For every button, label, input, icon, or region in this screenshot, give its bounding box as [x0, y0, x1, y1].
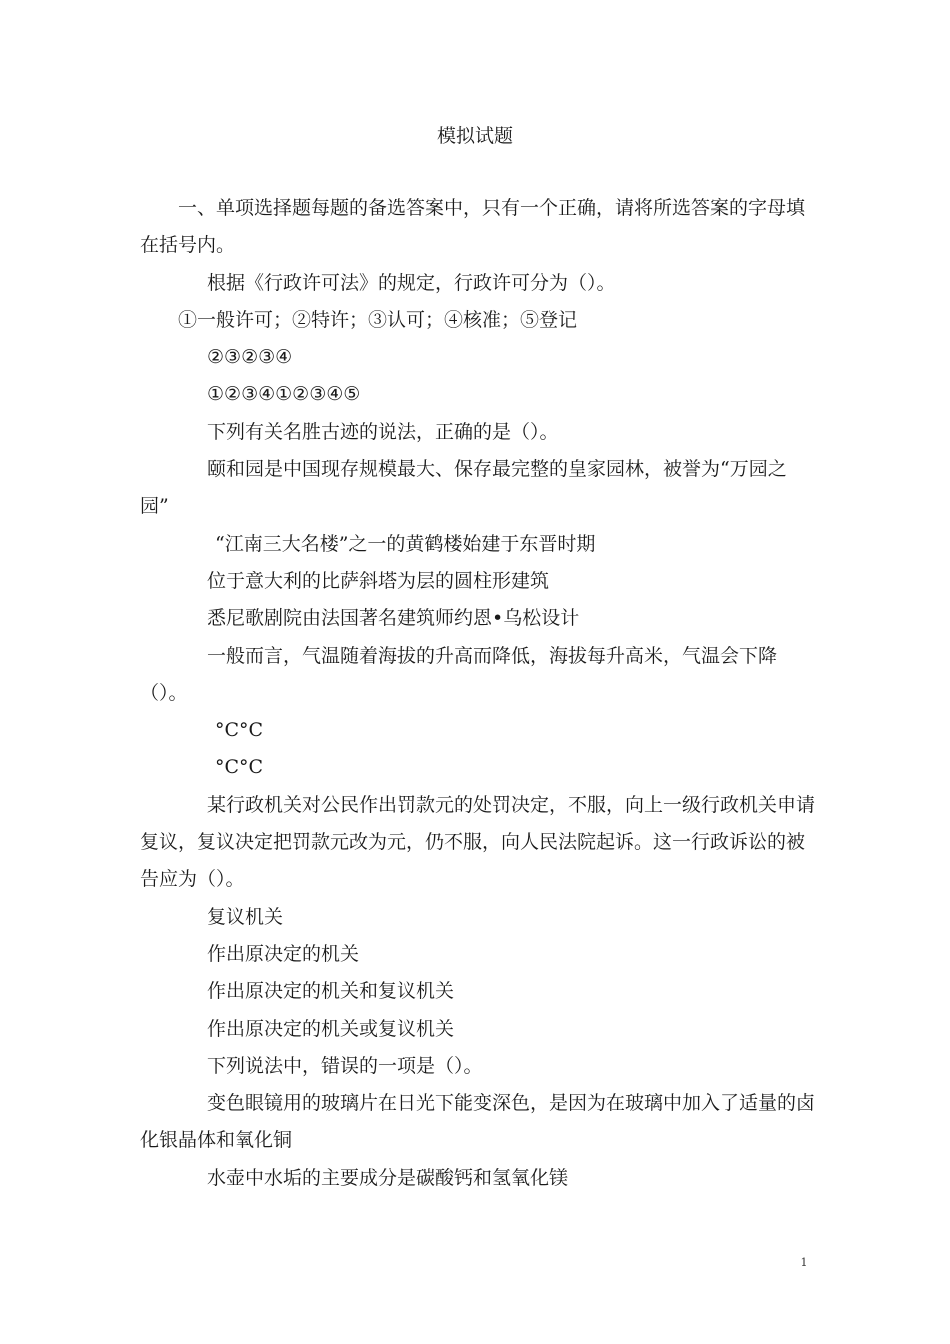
paragraph: °C°C [215, 719, 264, 742]
paragraph: ①②③④①②③④⑤ [207, 383, 361, 406]
page-title: 模拟试题 [436, 125, 513, 147]
paragraph: 一、单项选择题每题的备选答案中，只有一个正确，请将所选答案的字母填在括号内。 [140, 197, 806, 257]
paragraph: 根据《行政许可法》的规定，行政许可分为（）。 [207, 271, 616, 294]
paragraph: 下列有关名胜古迹的说法，正确的是（）。 [207, 420, 559, 443]
paragraph: 位于意大利的比萨斜塔为层的圆柱形建筑 [207, 569, 550, 592]
paragraph: 复议机关 [207, 905, 284, 928]
paragraph: 悉尼歌剧院由法国著名建筑师约恩•乌松设计 [207, 607, 580, 630]
document-body [140, 190, 815, 1197]
paragraph: 水壶中水垢的主要成分是碳酸钙和氢氧化镁 [207, 1166, 569, 1189]
page-number: 1 [800, 1256, 808, 1269]
paragraph: 作出原决定的机关和复议机关 [207, 980, 455, 1003]
paragraph: 某行政机关对公民作出罚款元的处罚决定，不服，向上一级行政机关申请复议，复议决定把罚款元改为元，仍不服，向人民法院起诉。这一行政诉讼的被告应为（）。 [140, 793, 816, 891]
paragraph: 下列说法中，错误的一项是（）。 [207, 1054, 483, 1077]
paragraph: 颐和园是中国现存规模最大、保存最完整的皇家园林，被誉为“万园之园” [140, 458, 787, 518]
paragraph: 一般而言，气温随着海拔的升高而降低，海拔每升高米，气温会下降（）。 [140, 644, 778, 704]
paragraph: “江南三大名楼”之一的黄鹤楼始建于东晋时期 [215, 532, 596, 555]
paragraph: 作出原决定的机关或复议机关 [207, 1017, 455, 1040]
paragraph: 变色眼镜用的玻璃片在日光下能变深色，是因为在玻璃中加入了适量的卤化银晶体和氧化铜 [140, 1092, 816, 1152]
paragraph: ②③②③④ [207, 346, 293, 369]
paragraph: ①一般许可；②特许；③认可；④核准；⑤登记 [178, 308, 578, 331]
paragraph: °C°C [215, 756, 264, 779]
paragraph: 作出原决定的机关 [207, 942, 360, 965]
